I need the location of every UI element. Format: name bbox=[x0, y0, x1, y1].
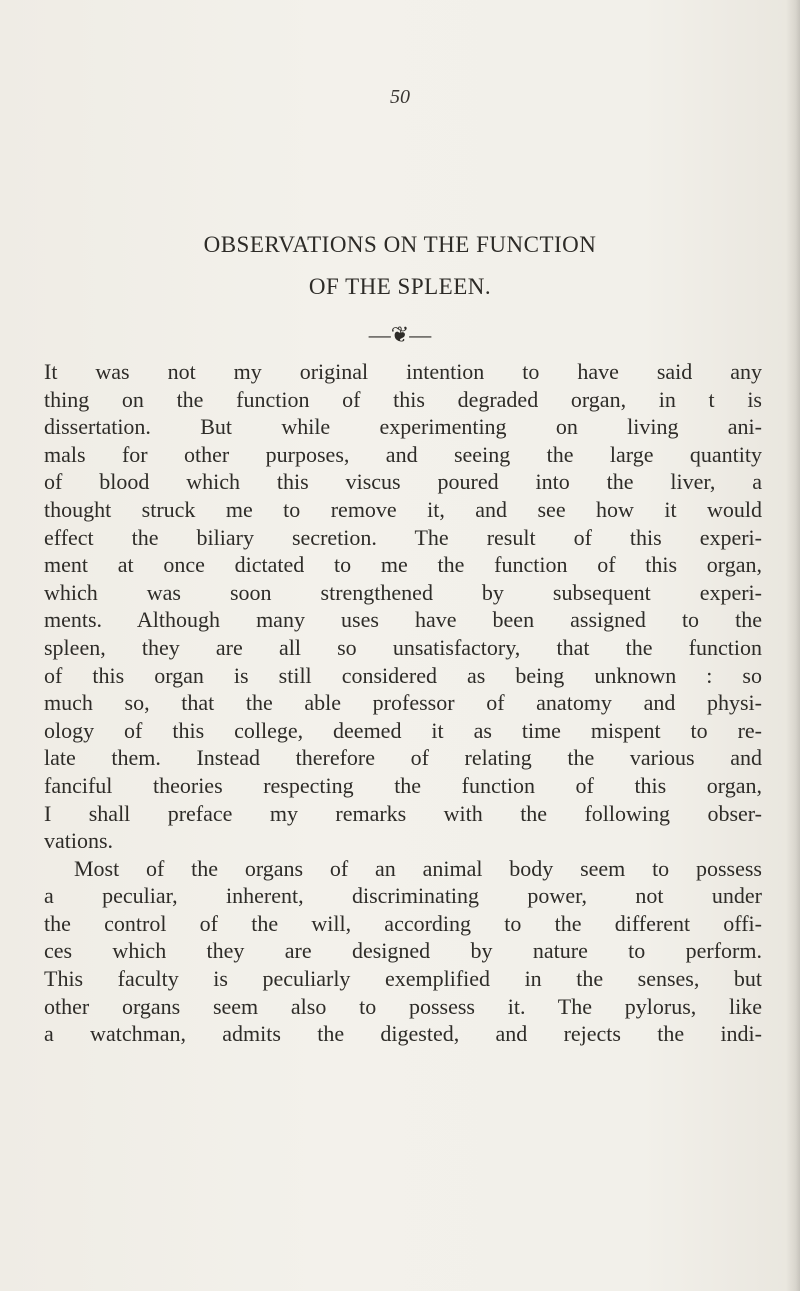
text-line: of blood which this viscus poured into the liver, a bbox=[44, 469, 762, 495]
text-line: vations. bbox=[44, 828, 114, 854]
text-line: ology of this college, deemed it as time mispent to re- bbox=[44, 717, 762, 743]
text-line: which was soon strengthened by subsequent experi- bbox=[44, 579, 762, 605]
text-line: mals for other purposes, and seeing the large quantity bbox=[44, 441, 762, 467]
text-line: This faculty is peculiarly exemplified in the senses, but bbox=[44, 966, 762, 992]
text-line: ces which they are designed by nature to perform. bbox=[44, 938, 762, 964]
title-ornament: —❦— bbox=[368, 322, 432, 347]
text-line: of this organ is still considered as being unknown : so bbox=[44, 662, 762, 688]
page-number: 50 bbox=[390, 86, 410, 108]
chapter-title-line-1: OBSERVATIONS ON THE FUNCTION bbox=[203, 232, 597, 257]
text-line: much so, that the able professor of anatomy and physi- bbox=[44, 690, 762, 716]
text-line: fanciful theories respecting the function of this organ, bbox=[44, 772, 762, 798]
text-line: the control of the will, according to the different offi- bbox=[44, 910, 762, 936]
text-line: thought struck me to remove it, and see how it would bbox=[44, 496, 762, 522]
text-line: a peculiar, inherent, discriminating power, not under bbox=[44, 883, 762, 909]
text-line: ments. Although many uses have been assigned to the bbox=[44, 607, 762, 633]
paragraph-2 bbox=[44, 855, 762, 1048]
text-line: It was not my original intention to have said any bbox=[44, 359, 762, 384]
body-text bbox=[44, 358, 762, 1048]
text-line: I shall preface my remarks with the following obser- bbox=[44, 800, 762, 826]
chapter-title-line-2: OF THE SPLEEN. bbox=[308, 274, 492, 299]
text-line: late them. Instead therefore of relating the various and bbox=[44, 745, 762, 771]
page-edge-shadow bbox=[786, 0, 800, 1291]
text-line: thing on the function of this degraded organ, in t is bbox=[44, 386, 762, 412]
text-line: ment at once dictated to me the function of this organ, bbox=[44, 552, 762, 578]
text-line: Most of the organs of an animal body seem to possess bbox=[74, 855, 762, 881]
text-line: effect the biliary secretion. The result of this experi- bbox=[44, 524, 762, 550]
text-line: spleen, they are all so unsatisfactory, that the function bbox=[44, 634, 762, 660]
paragraph-1 bbox=[44, 358, 762, 855]
text-line: other organs seem also to possess it. The pylorus, like bbox=[44, 993, 762, 1019]
text-line: a watchman, admits the digested, and rejects the indi- bbox=[44, 1021, 762, 1047]
text-line: dissertation. But while experimenting on living ani- bbox=[44, 414, 762, 440]
